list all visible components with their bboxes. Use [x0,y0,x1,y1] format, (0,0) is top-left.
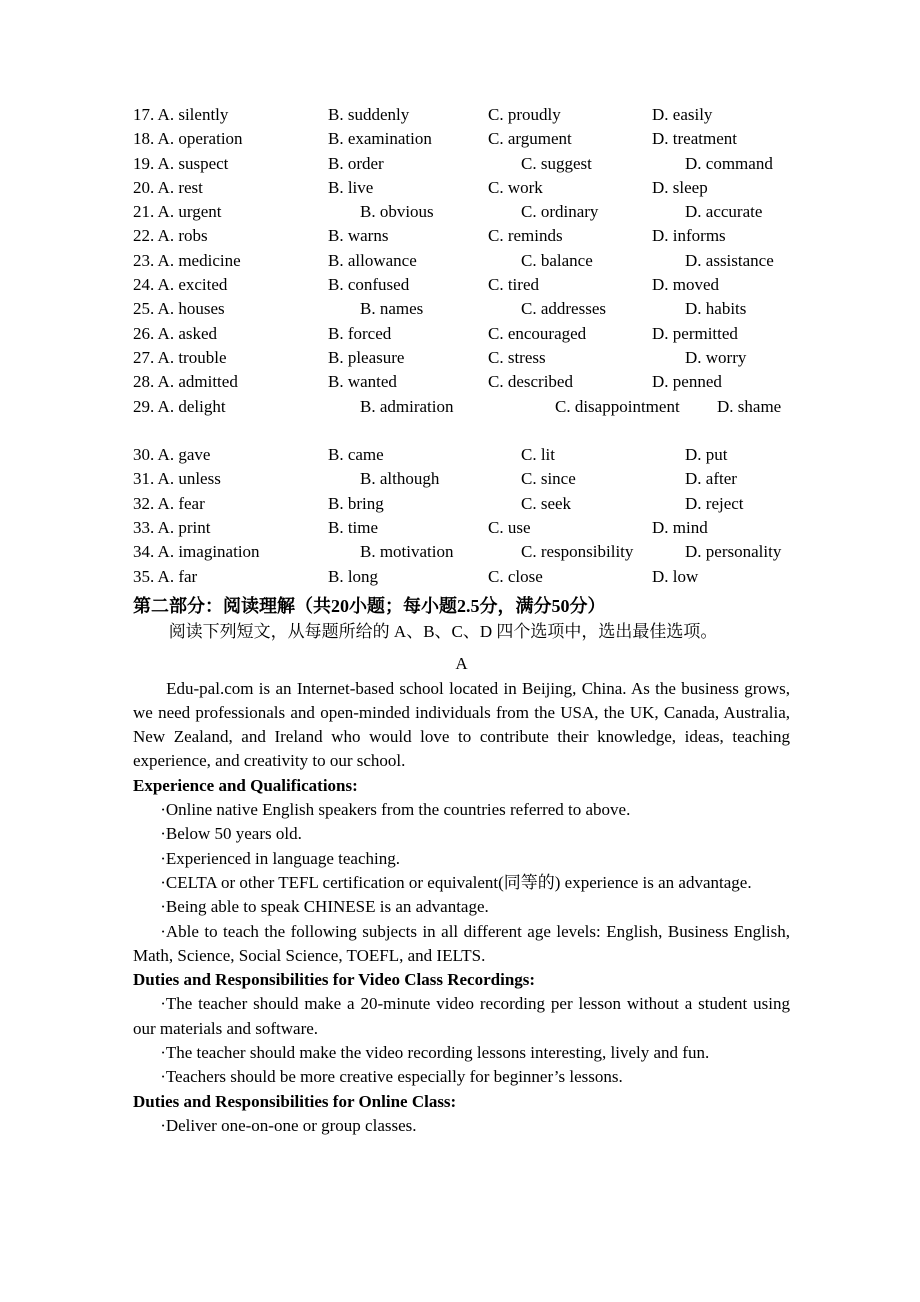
question-row-28 [133,370,790,394]
bullet-item: ·Online native English speakers from the countries referred to above. [160,800,631,820]
option-a: 28. A. admitted [133,372,238,392]
option-d: D. permitted [652,323,738,343]
option-c: C. disappointment [555,396,680,416]
option-d: D. moved [652,275,720,295]
question-row-35 [133,565,790,589]
option-c: C. responsibility [521,542,634,562]
option-c: C. encouraged [488,323,587,343]
option-b: B. suddenly [328,105,410,124]
bullet-item: ·The teacher should make a 20-minute video recording per lesson without a student using our materials and software. [133,994,790,1038]
subsection-heading-video-class: Duties and Responsibilities for Video Class Recordings: [133,970,536,990]
option-a: 33. A. print [133,518,211,538]
option-a: 22. A. robs [133,226,208,246]
option-b: B. names [360,299,424,319]
question-row-25 [133,297,790,321]
option-b: B. long [328,566,379,586]
option-d: D. mind [652,518,708,538]
question-row-29 [133,395,790,419]
option-d: D. command [685,153,773,173]
option-b: B. obvious [360,202,434,222]
option-c: C. tired [488,275,539,295]
bullet-item: ·CELTA or other TEFL certification or equivalent(同等的) experience is an advantage. [160,872,752,892]
bullet-item: ·The teacher should make the video recording lessons interesting, lively and fun. [160,1042,710,1062]
option-d: D. informs [652,226,726,246]
question-row-32 [133,492,790,516]
bullet-item: ·Teachers should be more creative especially for beginner’s lessons. [160,1067,623,1087]
option-a: 19. A. suspect [133,153,229,173]
option-c: C. argument [488,129,572,149]
option-b: B. motivation [360,542,454,562]
option-b: B. came [328,445,384,465]
option-d: D. treatment [652,129,737,149]
option-b: B. forced [328,323,392,343]
option-a: 32. A. fear [133,493,205,513]
option-b: B. admiration [360,396,454,416]
option-b: B. order [328,153,384,173]
option-a: 30. A. gave [133,445,211,465]
option-c: C. proudly [488,105,561,124]
question-row-27 [133,346,790,370]
blank-row [133,419,790,443]
option-b: B. confused [328,275,410,295]
option-c: C. balance [521,250,593,270]
option-b: B. time [328,518,379,538]
reading-passage [133,677,790,1139]
option-d: D. sleep [652,177,708,197]
bullet-item: ·Experienced in language teaching. [160,848,400,868]
option-d: D. personality [685,542,782,562]
option-d: D. worry [685,347,747,367]
passage-label: A [455,654,468,674]
section2-heading: 第二部分：阅读理解（共20小题；每小题2.5分，满分50分） [133,595,606,616]
question-row-17 [133,103,790,127]
option-d: D. accurate [685,202,763,222]
option-b: B. although [360,469,440,489]
option-a: 17. A. silently [133,105,229,124]
question-row-19 [133,152,790,176]
option-c: C. reminds [488,226,563,246]
option-c: C. since [521,469,576,489]
option-b: B. pleasure [328,347,405,367]
question-row-26 [133,322,790,346]
option-b: B. bring [328,493,384,513]
option-d: D. easily [652,105,713,124]
section2-instruction: 阅读下列短文，从每题所给的 A、B、C、D 四个选项中，选出最佳选项。 [168,621,718,641]
question-row-18 [133,127,790,151]
option-a: 23. A. medicine [133,250,241,270]
question-row-31 [133,467,790,491]
option-a: 27. A. trouble [133,347,227,367]
option-d: D. assistance [685,250,774,270]
subsection-heading-online-class: Duties and Responsibilities for Online Class: [133,1091,457,1111]
option-a: 25. A. houses [133,299,225,319]
option-a: 35. A. far [133,566,198,586]
option-c: C. use [488,518,531,538]
option-c: C. lit [521,445,556,465]
question-row-24 [133,273,790,297]
bullet-item: ·Deliver one-on-one or group classes. [160,1115,417,1135]
option-c: C. ordinary [521,202,599,222]
option-d: D. put [685,445,728,465]
option-b: B. examination [328,129,432,149]
option-c: C. work [488,177,543,197]
option-d: D. after [685,469,737,489]
question-row-20 [133,176,790,200]
subsection-heading-qualifications: Experience and Qualifications: [133,775,358,795]
option-c: C. suggest [521,153,592,173]
option-a: 31. A. unless [133,469,221,489]
question-row-30 [133,443,790,467]
option-b: B. allowance [328,250,417,270]
option-d: D. low [652,566,699,586]
option-c: C. close [488,566,543,586]
option-a: 34. A. imagination [133,542,260,562]
option-c: C. described [488,372,573,392]
question-row-23 [133,249,790,273]
bullet-item: ·Able to teach the following subjects in all different age levels: English, Business English, Math, Science, Social Science, TOEFL, and IELTS. [133,921,790,965]
option-c: C. stress [488,347,546,367]
option-d: D. reject [685,493,744,513]
option-c: C. addresses [521,299,606,319]
option-b: B. live [328,177,374,197]
option-a: 29. A. delight [133,396,226,416]
option-a: 26. A. asked [133,323,218,343]
question-row-33 [133,516,790,540]
option-a: 21. A. urgent [133,202,222,222]
question-row-34 [133,540,790,564]
option-d: D. penned [652,372,722,392]
question-row-21 [133,200,790,224]
option-a: 20. A. rest [133,177,203,197]
option-b: B. wanted [328,372,397,392]
option-a: 24. A. excited [133,275,228,295]
option-d: D. shame [717,396,782,416]
option-c: C. seek [521,493,572,513]
option-b: B. warns [328,226,389,246]
page-content [133,103,790,1138]
option-a: 18. A. operation [133,129,243,149]
option-d: D. habits [685,299,747,319]
bullet-item: ·Being able to speak CHINESE is an advantage. [160,897,489,917]
bullet-item: ·Below 50 years old. [160,824,302,844]
passage-intro-paragraph: Edu-pal.com is an Internet-based school located in Beijing, China. As the business grows, we need professionals and open-minded individuals from the USA, the UK, Canada, Australia, New Zealand, and Ireland who would love to contribute their knowledge, ideas, teaching experience, and creativity to our school. [133,678,790,771]
question-row-22 [133,224,790,248]
cloze-options-table [133,103,790,589]
